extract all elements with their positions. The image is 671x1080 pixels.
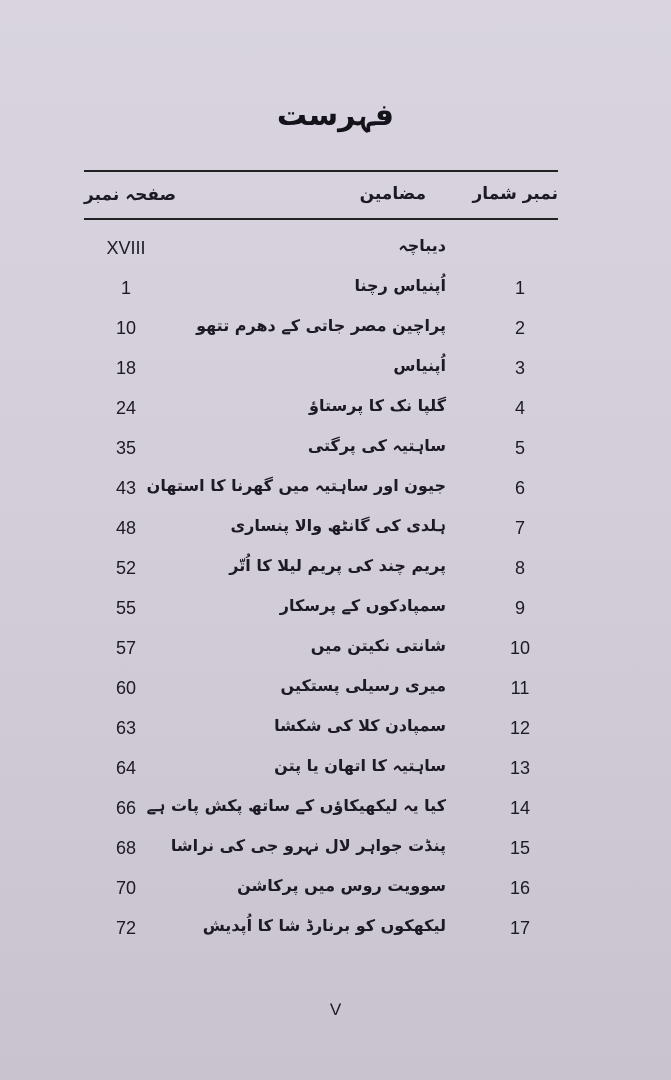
row-page: 52	[115, 558, 137, 578]
table-row	[84, 870, 558, 910]
row-title: پریم چند کی پریم لیلا کا اُتّر	[229, 556, 446, 575]
row-page: 72	[115, 918, 137, 938]
row-page: 66	[115, 798, 137, 818]
row-title: سمپادن کلا کی شکشا	[274, 716, 446, 735]
row-number: 8	[514, 558, 525, 578]
row-number: 15	[509, 838, 531, 858]
row-number: 10	[509, 638, 531, 658]
row-page: 57	[115, 638, 137, 658]
table-row	[84, 590, 558, 630]
row-number: 11	[510, 678, 530, 698]
header-bottom-rule	[84, 218, 558, 220]
table-row	[84, 510, 558, 550]
table-header	[84, 180, 558, 212]
row-number: 3	[514, 358, 525, 378]
row-title: اُپنیاس	[393, 356, 446, 375]
table-row	[84, 350, 558, 390]
table-row	[84, 230, 558, 270]
table-row	[84, 750, 558, 790]
row-title: لیکھکوں کو برنارڈ شا کا اُپدیش	[202, 916, 446, 935]
row-page: 55	[115, 598, 137, 618]
row-page: 68	[115, 838, 137, 858]
header-topics: مضامین	[359, 184, 426, 204]
table-row	[84, 390, 558, 430]
table-row	[84, 550, 558, 590]
header-top-rule	[84, 170, 558, 172]
header-number: نمبر شمار	[472, 184, 558, 204]
row-page: 43	[115, 478, 137, 498]
row-number: 5	[514, 438, 525, 458]
row-page: 64	[115, 758, 137, 778]
row-page: 1	[120, 278, 131, 298]
row-page: 60	[115, 678, 137, 698]
row-page: 63	[115, 718, 137, 738]
table-row	[84, 430, 558, 470]
row-number: 1	[514, 278, 525, 298]
row-title: گلپا نک کا پرستاؤ	[309, 396, 446, 415]
footer-page-number: V	[329, 1000, 342, 1019]
row-number: 6	[514, 478, 525, 498]
row-number: 12	[509, 718, 531, 738]
row-title: اُپنیاس رچنا	[354, 276, 446, 295]
row-title: کیا یہ لیکھیکاؤں کے ساتھ پکش پات ہے	[146, 796, 446, 815]
row-page: XVIII	[106, 238, 146, 258]
row-number: 9	[514, 598, 525, 618]
table-row	[84, 710, 558, 750]
row-title: ساہتیہ کا اتھان یا پتن	[274, 756, 446, 775]
table-row	[84, 910, 558, 950]
table-row	[84, 470, 558, 510]
row-page: 70	[115, 878, 137, 898]
row-page: 35	[115, 438, 137, 458]
row-title: ہلدی کی گانٹھ والا پنساری	[230, 516, 446, 535]
row-title: شانتی نکیتن میں	[310, 636, 446, 655]
row-title: سوویت روس میں پرکاشن	[237, 876, 446, 895]
table-row	[84, 270, 558, 310]
toc-list	[84, 230, 558, 950]
table-row	[84, 790, 558, 830]
table-row	[84, 310, 558, 350]
table-row	[84, 830, 558, 870]
row-title: جیون اور ساہتیہ میں گھرنا کا استھان	[146, 476, 446, 495]
header-page: صفحہ نمبر	[84, 185, 177, 205]
row-page: 18	[115, 358, 137, 378]
row-page: 10	[115, 318, 137, 338]
row-number: 16	[509, 878, 531, 898]
page-title: فہرست	[276, 98, 395, 133]
row-title: دیباچہ	[398, 236, 446, 255]
row-title: پراچین مصر جاتی کے دھرم تتھو	[196, 316, 446, 335]
row-title: سمپادکوں کے پرسکار	[279, 596, 446, 615]
row-number: 17	[509, 918, 531, 938]
table-row	[84, 630, 558, 670]
row-number: 14	[509, 798, 531, 818]
row-number: 4	[514, 398, 525, 418]
row-number: 7	[514, 518, 525, 538]
row-title: میری رسیلی پستکیں	[280, 676, 446, 695]
row-page: 48	[115, 518, 137, 538]
row-title: پنڈت جواہر لال نہرو جی کی نراشا	[170, 836, 446, 855]
row-title: ساہتیہ کی پرگتی	[307, 436, 446, 455]
row-number: 13	[509, 758, 531, 778]
row-page: 24	[115, 398, 137, 418]
table-row	[84, 670, 558, 710]
row-number: 2	[514, 318, 525, 338]
